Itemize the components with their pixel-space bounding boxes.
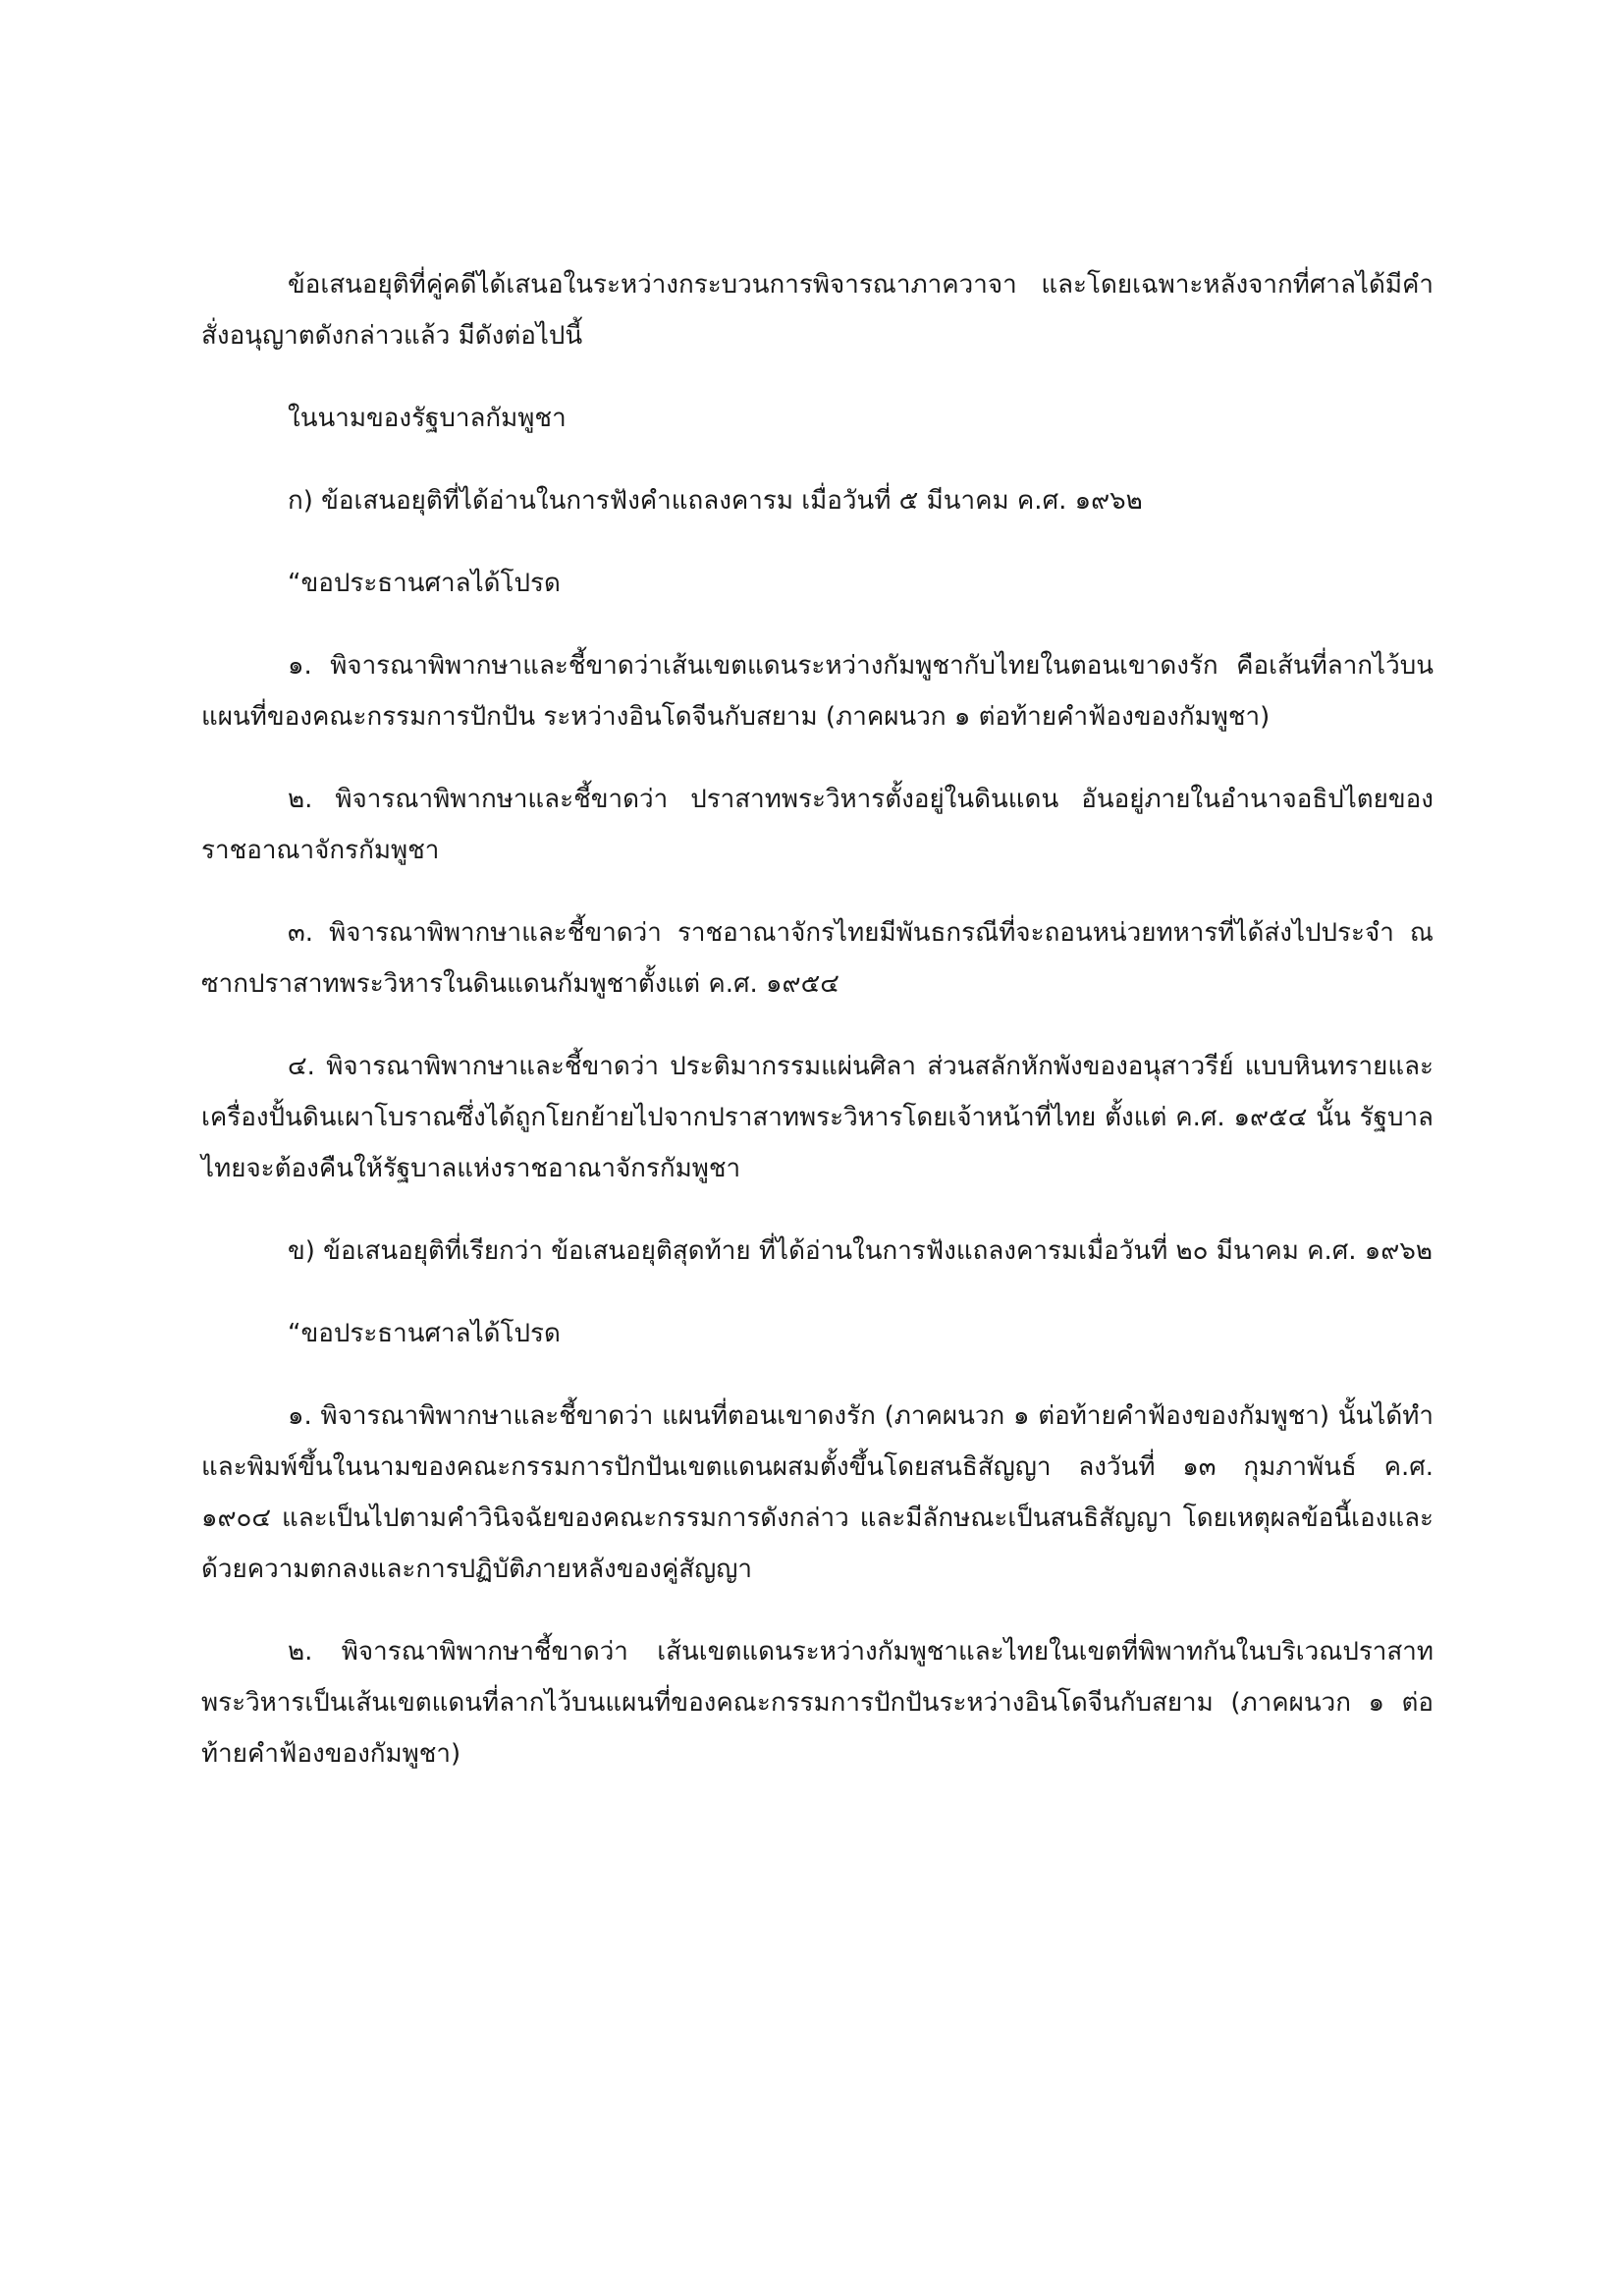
paragraph-submission-a: ก) ข้อเสนอยุติที่ได้อ่านในการฟังคำแถลงคารม เมื่อวันที่ ๕ มีนาคม ค.ศ. ๑๙๖๒ (288, 486, 1143, 516)
paragraph-a-item-3: ๓. พิจารณาพิพากษาและชี้ขาดว่า ราชอาณาจักรไทยมีพันธกรณีที่จะถอนหน่วยทหารที่ได้ส่งไปประจำ ณ ซากปราสาทพระวิหารในดินแดนกัมพูชาตั้งแต่ ค.ศ. ๑๙๕๔ (201, 918, 1434, 999)
paragraph-b-item-1: ๑. พิจารณาพิพากษาและชี้ขาดว่า แผนที่ตอนเขาดงรัก (ภาคผนวก ๑ ต่อท้ายคำฟ้องของกัมพูชา) นั้นได้ทำและพิมพ์ขึ้นในนามของคณะกรรมการปักปันเขตแดนผสมตั้งขึ้นโดยสนธิสัญญา ลงวันที่ ๑๓ กุมภาพันธ์ ค.ศ. ๑๙๐๔ และเป็นไปตามคำวินิจฉัยของคณะกรรมการดังกล่าว และมีลักษณะเป็นสนธิสัญญา โดยเหตุผลข้อนี้เองและด้วยความตกลงและการปฏิบัติภายหลังของคู่สัญญา (201, 1401, 1434, 1584)
paragraph-a-item-2: ๒. พิจารณาพิพากษาและชี้ขาดว่า ปราสาทพระวิหารตั้งอยู่ในดินแดน อันอยู่ภายในอำนาจอธิปไตยของราชอาณาจักรกัมพูชา (201, 785, 1434, 865)
paragraph-a-item-4: ๔. พิจารณาพิพากษาและชี้ขาดว่า ประติมากรรมแผ่นศิลา ส่วนสลักหักพังของอนุสาวรีย์ แบบหินทรายและเครื่องปั้นดินเผาโบราณซึ่งได้ถูกโยกย้ายไปจากปราสาทพระวิหารโดยเจ้าหน้าที่ไทย ตั้งแต่ ค.ศ. ๑๙๕๔ นั้น รัฐบาลไทยจะต้องคืนให้รัฐบาลแห่งราชอาณาจักรกัมพูชา (201, 1052, 1434, 1183)
paragraph-a-item-1: ๑. พิจารณาพิพากษาและชี้ขาดว่าเส้นเขตแดนระหว่างกัมพูชากับไทยในตอนเขาดงรัก คือเส้นที่ลากไว้บนแผนที่ของคณะกรรมการปักปัน ระหว่างอินโดจีนกับสยาม (ภาคผนวก ๑ ต่อท้ายคำฟ้องของกัมพูชา) (201, 651, 1434, 732)
paragraph-intro: ข้อเสนอยุติที่คู่คดีได้เสนอในระหว่างกระบวนการพิจารณาภาควาจา และโดยเฉพาะหลังจากที่ศาลได้มีคำสั่งอนุญาตดังกล่าวแล้ว มีดังต่อไปนี้ (201, 270, 1434, 351)
paragraph-submission-b: ข) ข้อเสนอยุติที่เรียกว่า ข้อเสนอยุติสุดท้าย ที่ได้อ่านในการฟังแถลงคารมเมื่อวันที่ ๒๐ มีนาคม ค.ศ. ๑๙๖๒ (288, 1236, 1433, 1266)
paragraph-court-address: “ขอประธานศาลได้โปรด (288, 569, 561, 598)
document-body (201, 259, 1434, 1811)
paragraph-b-item-2: ๒. พิจารณาพิพากษาชี้ขาดว่า เส้นเขตแดนระหว่างกัมพูชาและไทยในเขตที่พิพาทกันในบริเวณปราสาทพระวิหารเป็นเส้นเขตแดนที่ลากไว้บนแผนที่ของคณะกรรมการปักปันระหว่างอินโดจีนกับสยาม (ภาคผนวก ๑ ต่อท้ายคำฟ้องของกัมพูชา) (201, 1637, 1434, 1769)
paragraph-cambodia-heading: ในนามของรัฐบาลกัมพูชา (288, 404, 567, 433)
paragraph-court-address-2: “ขอประธานศาลได้โปรด (288, 1319, 561, 1348)
